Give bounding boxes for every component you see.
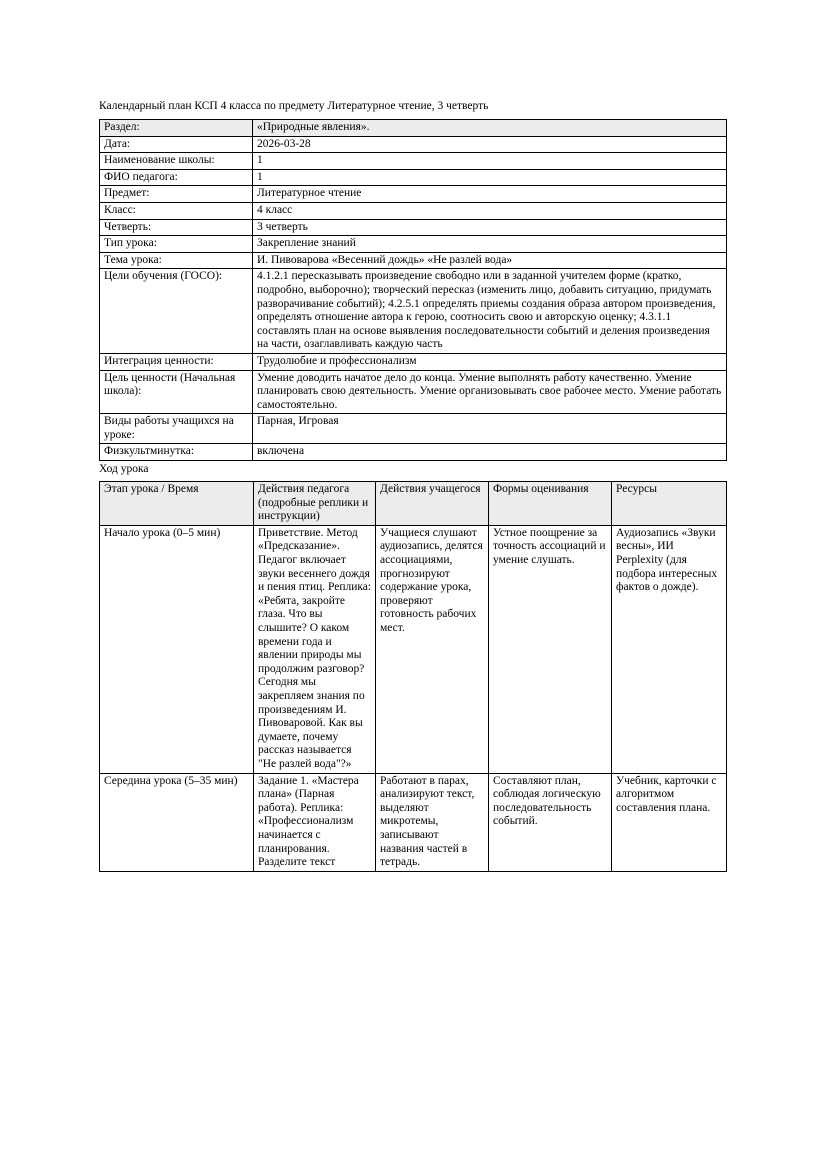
table-row	[100, 525, 727, 773]
cell-stage: Середина урока (5–35 мин)	[100, 773, 254, 871]
table-row-learning-objectives	[100, 269, 727, 354]
info-value: Парная, Игровая	[253, 414, 727, 444]
lesson-plan-header	[100, 482, 727, 526]
cell-student-actions: Учащиеся слушают аудиозапись, делятся ассоциациями, прогнозируют содержание урока, проверяют готовность рабочих мест.	[376, 525, 489, 773]
table-row-work-types	[100, 414, 727, 444]
info-label: Цели обучения (ГОСО):	[100, 269, 253, 354]
table-row	[100, 153, 727, 170]
info-value: Умение доводить начатое дело до конца. Умение выполнять работу качественно. Умение планировать свою деятельность. Умение организовывать свое рабочее место. Умение работать самостоятельно.	[253, 370, 727, 414]
table-row	[100, 252, 727, 269]
cell-assessment: Составляют план, соблюдая логическую последовательность событий.	[489, 773, 612, 871]
cell-assessment: Устное поощрение за точность ассоциаций и умение слушать.	[489, 525, 612, 773]
info-value: 4 класс	[253, 202, 727, 219]
info-label: Тема урока:	[100, 252, 253, 269]
info-label: Виды работы учащихся на уроке:	[100, 414, 253, 444]
info-value: Трудолюбие и профессионализм	[253, 353, 727, 370]
info-label: Цель ценности (Начальная школа):	[100, 370, 253, 414]
info-label: Дата:	[100, 136, 253, 153]
info-value: 1	[253, 169, 727, 186]
info-label: Четверть:	[100, 219, 253, 236]
lesson-info-body	[100, 120, 727, 461]
cell-resources: Аудиозапись «Звуки весны», ИИ Perplexity (для подбора интересных фактов о дожде).	[612, 525, 727, 773]
info-value: 4.1.2.1 пересказывать произведение свободно или в заданной учителем форме (кратко, подробно, выборочно); творческий пересказ (изменить лицо, добавить ситуацию, придумать разворачивание событий); 4.2.5.1 определять приемы создания образа автором произведения, определять отношение автора к герою, соотносить свою и авторскую оценку; 4.3.1.1 составлять план на основе выявления последовательности событий и деления произведения на части, озаглавливать каждую часть	[253, 269, 727, 354]
info-value: Закрепление знаний	[253, 236, 727, 253]
table-row	[100, 136, 727, 153]
table-header-row	[100, 482, 727, 526]
table-row	[100, 444, 727, 461]
table-row	[100, 202, 727, 219]
column-header-assessment: Формы оценивания	[489, 482, 612, 526]
section-caption-lesson-flow: Ход урока	[99, 463, 149, 476]
table-row	[100, 219, 727, 236]
cell-teacher-actions: Приветствие. Метод «Предсказание». Педагог включает звуки весеннего дождя и пения птиц. Реплика: «Ребята, закройте глаза. Что вы слышите? О каком времени года и явлении природы мы продолжим разговор? Сегодня мы закрепляем знания по произведениям И. Пивоваровой. Как вы думаете, почему рассказ называется "Не разлей вода"?»	[254, 525, 376, 773]
info-label: ФИО педагога:	[100, 169, 253, 186]
cell-resources: Учебник, карточки с алгоритмом составления плана.	[612, 773, 727, 871]
info-label: Класс:	[100, 202, 253, 219]
table-row	[100, 773, 727, 871]
lesson-info-table	[99, 119, 727, 461]
info-value: И. Пивоварова «Весенний дождь» «Не разлей вода»	[253, 252, 727, 269]
info-value: Литературное чтение	[253, 186, 727, 203]
table-row	[100, 353, 727, 370]
lesson-plan-table	[99, 481, 727, 872]
info-label: Наименование школы:	[100, 153, 253, 170]
cell-teacher-actions: Задание 1. «Мастера плана» (Парная работа). Реплика: «Профессионализм начинается с планирования. Разделите текст	[254, 773, 376, 871]
info-value: «Природные явления».	[253, 120, 727, 137]
info-value: 2026-03-28	[253, 136, 727, 153]
info-label: Тип урока:	[100, 236, 253, 253]
column-header-student-actions: Действия учащегося	[376, 482, 489, 526]
lesson-plan-body	[100, 525, 727, 871]
column-header-stage: Этап урока / Время	[100, 482, 254, 526]
cell-student-actions: Работают в парах, анализируют текст, выделяют микротемы, записывают названия частей в тетрадь.	[376, 773, 489, 871]
info-label: Физкультминутка:	[100, 444, 253, 461]
info-value: включена	[253, 444, 727, 461]
page-title: Календарный план КСП 4 класса по предмету Литературное чтение, 3 четверть	[99, 100, 489, 112]
info-label: Раздел:	[100, 120, 253, 137]
column-header-resources: Ресурсы	[612, 482, 727, 526]
info-value: 3 четверть	[253, 219, 727, 236]
table-row	[100, 169, 727, 186]
table-row	[100, 120, 727, 137]
table-row	[100, 186, 727, 203]
table-row-value-goal	[100, 370, 727, 414]
info-label: Предмет:	[100, 186, 253, 203]
cell-stage: Начало урока (0–5 мин)	[100, 525, 254, 773]
table-row	[100, 236, 727, 253]
info-label: Интеграция ценности:	[100, 353, 253, 370]
info-value: 1	[253, 153, 727, 170]
column-header-teacher-actions: Действия педагога (подробные реплики и инструкции)	[254, 482, 376, 526]
